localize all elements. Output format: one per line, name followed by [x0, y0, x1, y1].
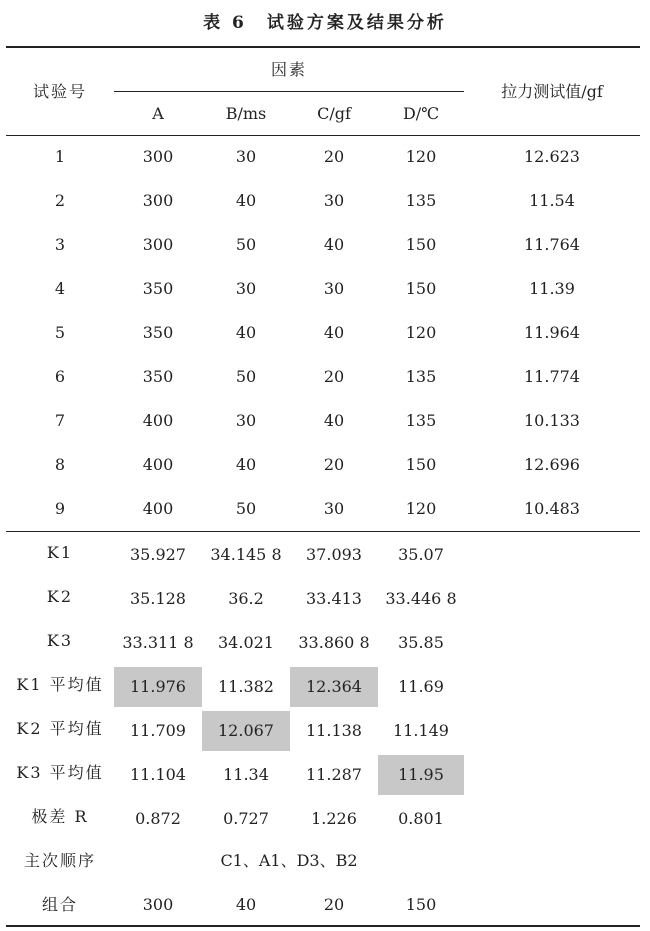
order-value: C1、A1、D3、B2 — [220, 851, 358, 870]
table-cell: 11.964 — [524, 323, 580, 342]
header-factor-b: B/ms — [225, 104, 267, 123]
header-factors: 因素 — [270, 60, 307, 79]
analysis-cell: 35.07 — [398, 545, 444, 564]
trial-number: 8 — [54, 455, 66, 474]
table-cell: 300 — [142, 191, 174, 210]
header-factor-c: C/gf — [317, 104, 351, 123]
analysis-cell: 11.34 — [223, 765, 269, 784]
analysis-cell: 1.226 — [311, 809, 357, 828]
table-cell: 400 — [142, 411, 174, 430]
table-cell: 150 — [405, 279, 437, 298]
trial-number: 7 — [54, 411, 66, 430]
table-cell: 20 — [323, 147, 345, 166]
table-cell: 150 — [405, 235, 437, 254]
analysis-row-label: K3 — [46, 631, 74, 650]
table-cell: 300 — [142, 235, 174, 254]
trial-number: 1 — [54, 147, 66, 166]
analysis-cell: 12.067 — [202, 711, 290, 751]
trial-number: 2 — [54, 191, 66, 210]
analysis-cell: 35.927 — [130, 545, 186, 564]
table-cell: 350 — [142, 279, 174, 298]
analysis-cell: 34.145 8 — [210, 545, 282, 564]
table-cell: 30 — [235, 147, 257, 166]
table-cell: 135 — [405, 367, 437, 386]
header-trial-no: 试验号 — [32, 82, 87, 101]
table-cell: 10.133 — [524, 411, 580, 430]
combination-cell: 150 — [405, 895, 437, 914]
trial-number: 9 — [54, 499, 66, 518]
header-factor-d: D/℃ — [402, 104, 440, 123]
table-cell: 120 — [405, 323, 437, 342]
analysis-row-label: K1 平均值 — [16, 675, 104, 694]
table-cell: 120 — [405, 147, 437, 166]
combination-cell: 300 — [142, 895, 174, 914]
analysis-cell: 11.104 — [130, 765, 186, 784]
table-cell: 40 — [323, 411, 345, 430]
table-cell: 135 — [405, 191, 437, 210]
table-cell: 120 — [405, 499, 437, 518]
trial-number: 3 — [54, 235, 66, 254]
header-rule — [6, 135, 640, 136]
table-cell: 30 — [323, 279, 345, 298]
middle-rule — [6, 531, 640, 532]
table-cell: 30 — [323, 499, 345, 518]
table-cell: 350 — [142, 367, 174, 386]
table-cell: 11.39 — [529, 279, 575, 298]
analysis-row-label: K1 — [46, 543, 74, 562]
table-cell: 12.696 — [524, 455, 580, 474]
table-cell: 350 — [142, 323, 174, 342]
combination-label: 组合 — [41, 895, 78, 914]
analysis-cell: 0.727 — [223, 809, 269, 828]
header-result: 拉力测试值/gf — [501, 82, 603, 101]
table-cell: 30 — [235, 411, 257, 430]
table-cell: 40 — [235, 455, 257, 474]
analysis-row-label: 极差 R — [31, 807, 89, 826]
table-cell: 40 — [323, 235, 345, 254]
analysis-row-label: K2 — [46, 587, 74, 606]
table-cell: 50 — [235, 367, 257, 386]
analysis-cell: 35.85 — [398, 633, 444, 652]
analysis-row-label: K2 平均值 — [16, 719, 104, 738]
table-cell: 30 — [323, 191, 345, 210]
table-cell: 135 — [405, 411, 437, 430]
analysis-row-label: K3 平均值 — [16, 763, 104, 782]
header-factor-a: A — [152, 104, 164, 123]
factor-subrule — [114, 91, 464, 92]
table-cell: 12.623 — [524, 147, 580, 166]
analysis-cell: 11.69 — [398, 677, 444, 696]
table-cell: 50 — [235, 235, 257, 254]
analysis-cell: 11.976 — [114, 667, 202, 707]
table-cell: 40 — [235, 191, 257, 210]
top-rule — [6, 46, 640, 48]
analysis-cell: 37.093 — [306, 545, 362, 564]
table-cell: 150 — [405, 455, 437, 474]
analysis-cell: 0.872 — [135, 809, 181, 828]
table-cell: 30 — [235, 279, 257, 298]
combination-cell: 40 — [235, 895, 257, 914]
table-cell: 400 — [142, 499, 174, 518]
analysis-cell: 33.413 — [306, 589, 362, 608]
order-label: 主次顺序 — [23, 851, 96, 870]
table-cell: 300 — [142, 147, 174, 166]
combination-cell: 20 — [323, 895, 345, 914]
table-cell: 40 — [323, 323, 345, 342]
table-cell: 40 — [235, 323, 257, 342]
analysis-cell: 12.364 — [290, 667, 378, 707]
analysis-cell: 33.860 8 — [298, 633, 370, 652]
analysis-cell: 33.446 8 — [385, 589, 457, 608]
analysis-cell: 11.287 — [306, 765, 362, 784]
analysis-cell: 36.2 — [228, 589, 264, 608]
table-cell: 11.774 — [524, 367, 580, 386]
table-cell: 10.483 — [524, 499, 580, 518]
trial-number: 6 — [54, 367, 66, 386]
analysis-cell: 11.95 — [378, 755, 464, 795]
analysis-cell: 11.382 — [218, 677, 274, 696]
analysis-cell: 11.149 — [393, 721, 449, 740]
analysis-cell: 11.138 — [306, 721, 362, 740]
trial-number: 4 — [54, 279, 66, 298]
trial-number: 5 — [54, 323, 66, 342]
analysis-cell: 11.709 — [130, 721, 186, 740]
table-cell: 400 — [142, 455, 174, 474]
analysis-cell: 0.801 — [398, 809, 444, 828]
table-cell: 20 — [323, 455, 345, 474]
analysis-cell: 34.021 — [218, 633, 274, 652]
table-cell: 50 — [235, 499, 257, 518]
table-cell: 11.54 — [529, 191, 575, 210]
analysis-cell: 33.311 8 — [122, 633, 194, 652]
table-cell: 20 — [323, 367, 345, 386]
analysis-cell: 35.128 — [130, 589, 186, 608]
table-cell: 11.764 — [524, 235, 580, 254]
bottom-rule — [6, 925, 640, 927]
table-caption: 表 6 试验方案及结果分析 — [203, 13, 447, 33]
